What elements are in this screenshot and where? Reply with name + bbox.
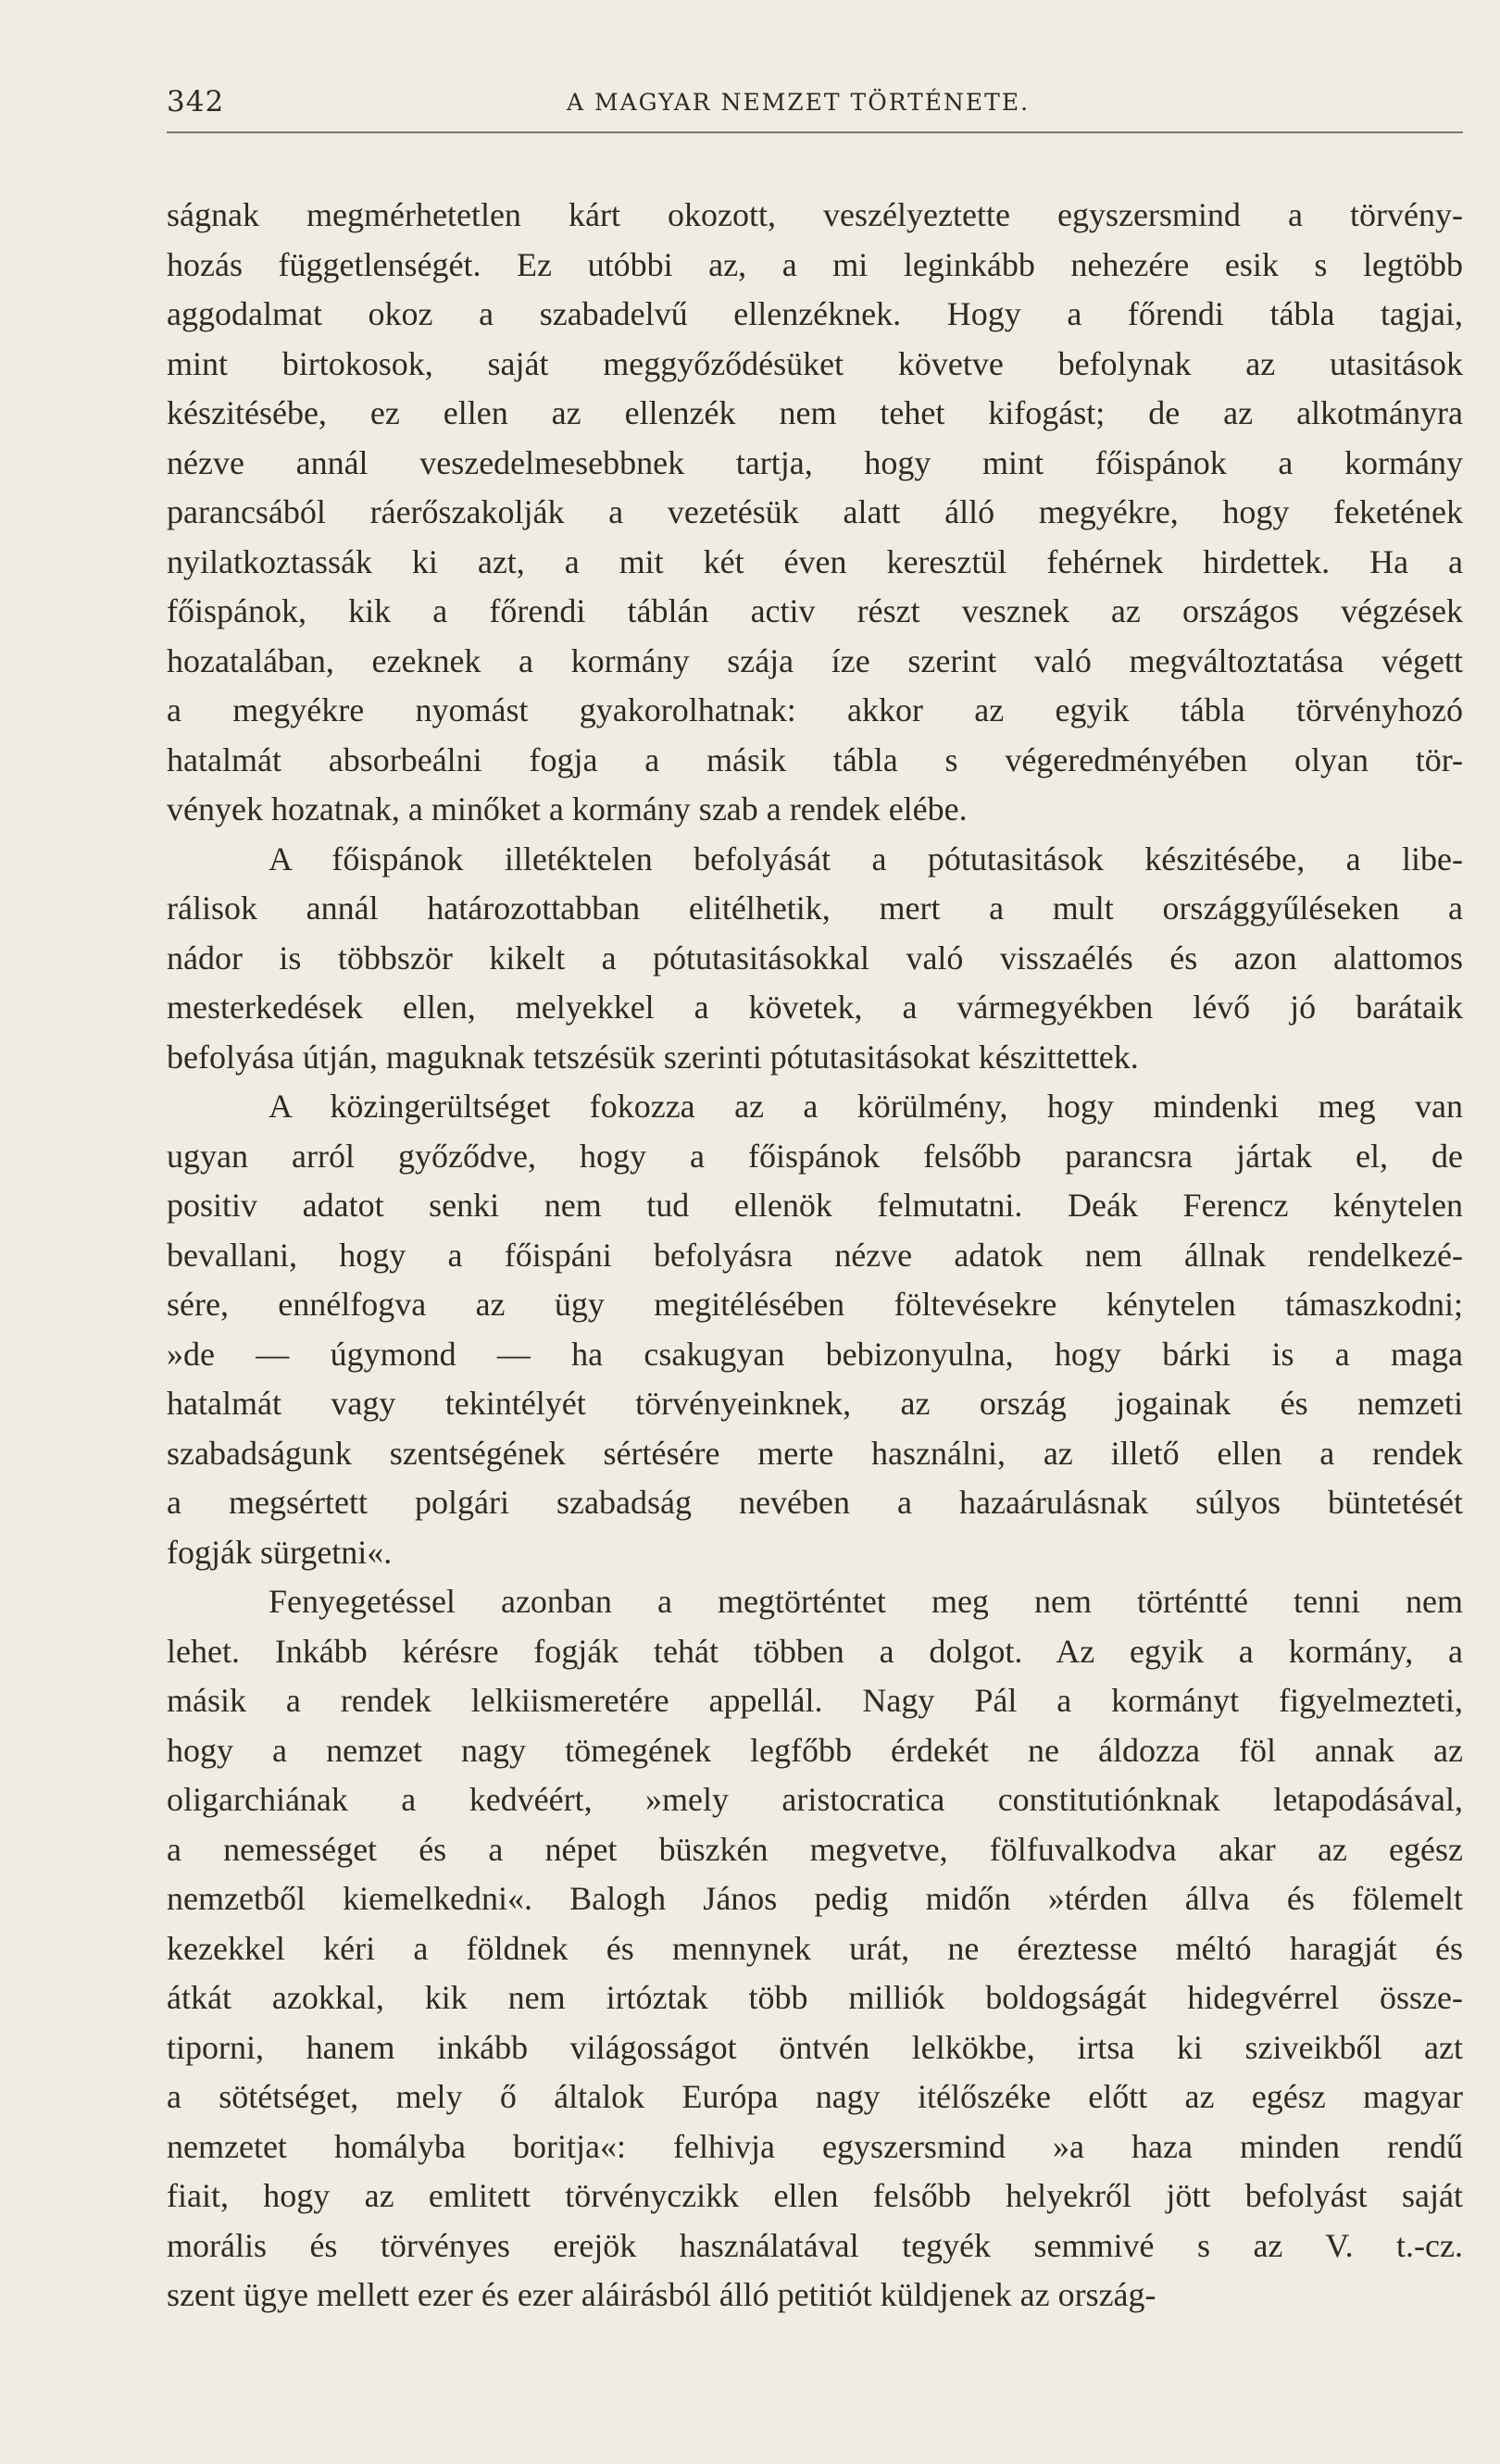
text-line: nemzetet homályba boritja«: felhivja egyszersmind »a haza minden rendű	[167, 2127, 1463, 2165]
text-line: átkát azokkal, kik nem irtóztak több milliók boldogságát hidegvérrel össze-	[167, 1979, 1463, 2016]
text-line: szent ügye mellett ezer és ezer aláirásból álló petitiót küldjenek az ország-	[167, 2276, 1156, 2313]
text-line: fogják sürgetni«.	[167, 1533, 393, 1571]
text-line: oligarchiának a kedvéért, »mely aristocratica constitutiónknak letapodásával,	[167, 1781, 1463, 1818]
text-line: hatalmát vagy tekintélyét törvényeinknek, az ország jogainak és nemzeti	[167, 1385, 1463, 1422]
page-header	[167, 85, 1463, 131]
text-line: nézve annál veszedelmesebbnek tartja, hogy mint főispánok a kormány	[167, 443, 1463, 481]
text-line: a nemességet és a népet büszkén megvetve, fölfuvalkodva akar az egész	[167, 1830, 1463, 1868]
paragraph	[167, 835, 1463, 1083]
running-title: A MAGYAR NEMZET TÖRTÉNETE.	[567, 89, 1031, 116]
text-line: vények hozatnak, a minőket a kormány szab a rendek elébe.	[167, 790, 968, 828]
text-line: hozatalában, ezeknek a kormány szája íze szerint való megváltoztatása végett	[167, 641, 1463, 679]
text-line: positiv adatot senki nem tud ellenök felmutatni. Deák Ferencz kénytelen	[167, 1187, 1463, 1224]
body-text	[167, 191, 1463, 2321]
text-line: nádor is többször kikelt a pótutasitásokkal való visszaélés és azon alattomos	[167, 939, 1463, 977]
text-line: készitésébe, ez ellen az ellenzék nem tehet kifogást; de az alkotmányra	[167, 394, 1463, 431]
text-line: »de — úgymond — ha csakugyan bebizonyulna, hogy bárki is a maga	[167, 1335, 1463, 1373]
text-line: főispánok, kik a főrendi táblán activ részt vesznek az országos végzések	[167, 592, 1463, 629]
text-line: a sötétséget, mely ő általok Európa nagy itélőszéke előtt az egész magyar	[167, 2078, 1463, 2115]
text-line: sére, ennélfogva az ügy megitélésében föltevésekre kénytelen támaszkodni;	[167, 1286, 1463, 1323]
text-line: mint birtokosok, saját meggyőződésüket követve befolynak az utasitások	[167, 344, 1463, 382]
page-number: 342	[167, 85, 225, 118]
text-line: morális és törvényes erejök használatával tegyék semmivé s az V. t.-cz.	[167, 2226, 1463, 2264]
paragraph	[167, 191, 1463, 835]
text-line: tiporni, hanem inkább világosságot öntvén lelkökbe, irtsa ki sziveikből azt	[167, 2028, 1463, 2066]
text-line: ugyan arról győződve, hogy a főispánok felsőbb parancsra jártak el, de	[167, 1137, 1463, 1175]
text-line: fiait, hogy az emlitett törvényczikk ellen felsőbb helyekről jött befolyást saját	[167, 2177, 1463, 2214]
text-line: parancsából ráerőszakolják a vezetésük alatt álló megyékre, hogy feketének	[167, 493, 1463, 530]
text-line: a megyékre nyomást gyakorolhatnak: akkor az egyik tábla törvényhozó	[167, 691, 1463, 728]
text-line: kezekkel kéri a földnek és mennynek urát, ne éreztesse méltó haragját és	[167, 1929, 1463, 1967]
text-line: nemzetből kiemelkedni«. Balogh János pedig midőn »térden állva és fölemelt	[167, 1880, 1463, 1917]
paragraph	[167, 1577, 1463, 2321]
paragraph	[167, 1082, 1463, 1577]
text-line: hogy a nemzet nagy tömegének legfőbb érdekét ne áldozza föl annak az	[167, 1731, 1463, 1769]
text-line: rálisok annál határozottabban elitélhetik, mert a mult országgyűléseken a	[167, 890, 1463, 927]
text-line: A főispánok illetéktelen befolyását a pótutasitások készitésébe, a libe-	[269, 840, 1463, 877]
text-line: aggodalmat okoz a szabadelvű ellenzéknek. Hogy a főrendi tábla tagjai,	[167, 295, 1463, 332]
text-line: befolyása útján, maguknak tetszésük szerinti pótutasitásokat készittettek.	[167, 1038, 1139, 1076]
text-line: hatalmát absorbeálni fogja a másik tábla s végeredményében olyan tör-	[167, 740, 1463, 778]
text-line: Fenyegetéssel azonban a megtörténtet meg nem történtté tenni nem	[269, 1583, 1463, 1620]
text-line: másik a rendek lelkiismeretére appellál. Nagy Pál a kormányt figyelmezteti,	[167, 1682, 1463, 1719]
text-line: bevallani, hogy a főispáni befolyásra nézve adatok nem állnak rendelkezé-	[167, 1236, 1463, 1274]
text-line: mesterkedések ellen, melyekkel a követek, a vármegyékben lévő jó barátaik	[167, 989, 1463, 1026]
text-line: ságnak megmérhetetlen kárt okozott, veszélyeztette egyszersmind a törvény-	[167, 196, 1463, 233]
text-line: A közingerültséget fokozza az a körülmény, hogy mindenki meg van	[269, 1088, 1463, 1125]
text-line: szabadságunk szentségének sértésére merte használni, az illető ellen a rendek	[167, 1434, 1463, 1472]
text-line: nyilatkoztassák ki azt, a mit két éven keresztül fehérnek hirdettek. Ha a	[167, 542, 1463, 580]
header-rule	[167, 131, 1463, 133]
text-line: hozás függetlenségét. Ez utóbbi az, a mi leginkább nehezére esik s legtöbb	[167, 245, 1463, 283]
text-line: a megsértett polgári szabadság nevében a hazaárulásnak súlyos büntetését	[167, 1484, 1463, 1521]
text-line: lehet. Inkább kérésre fogják tehát többen a dolgot. Az egyik a kormány, a	[167, 1632, 1463, 1670]
